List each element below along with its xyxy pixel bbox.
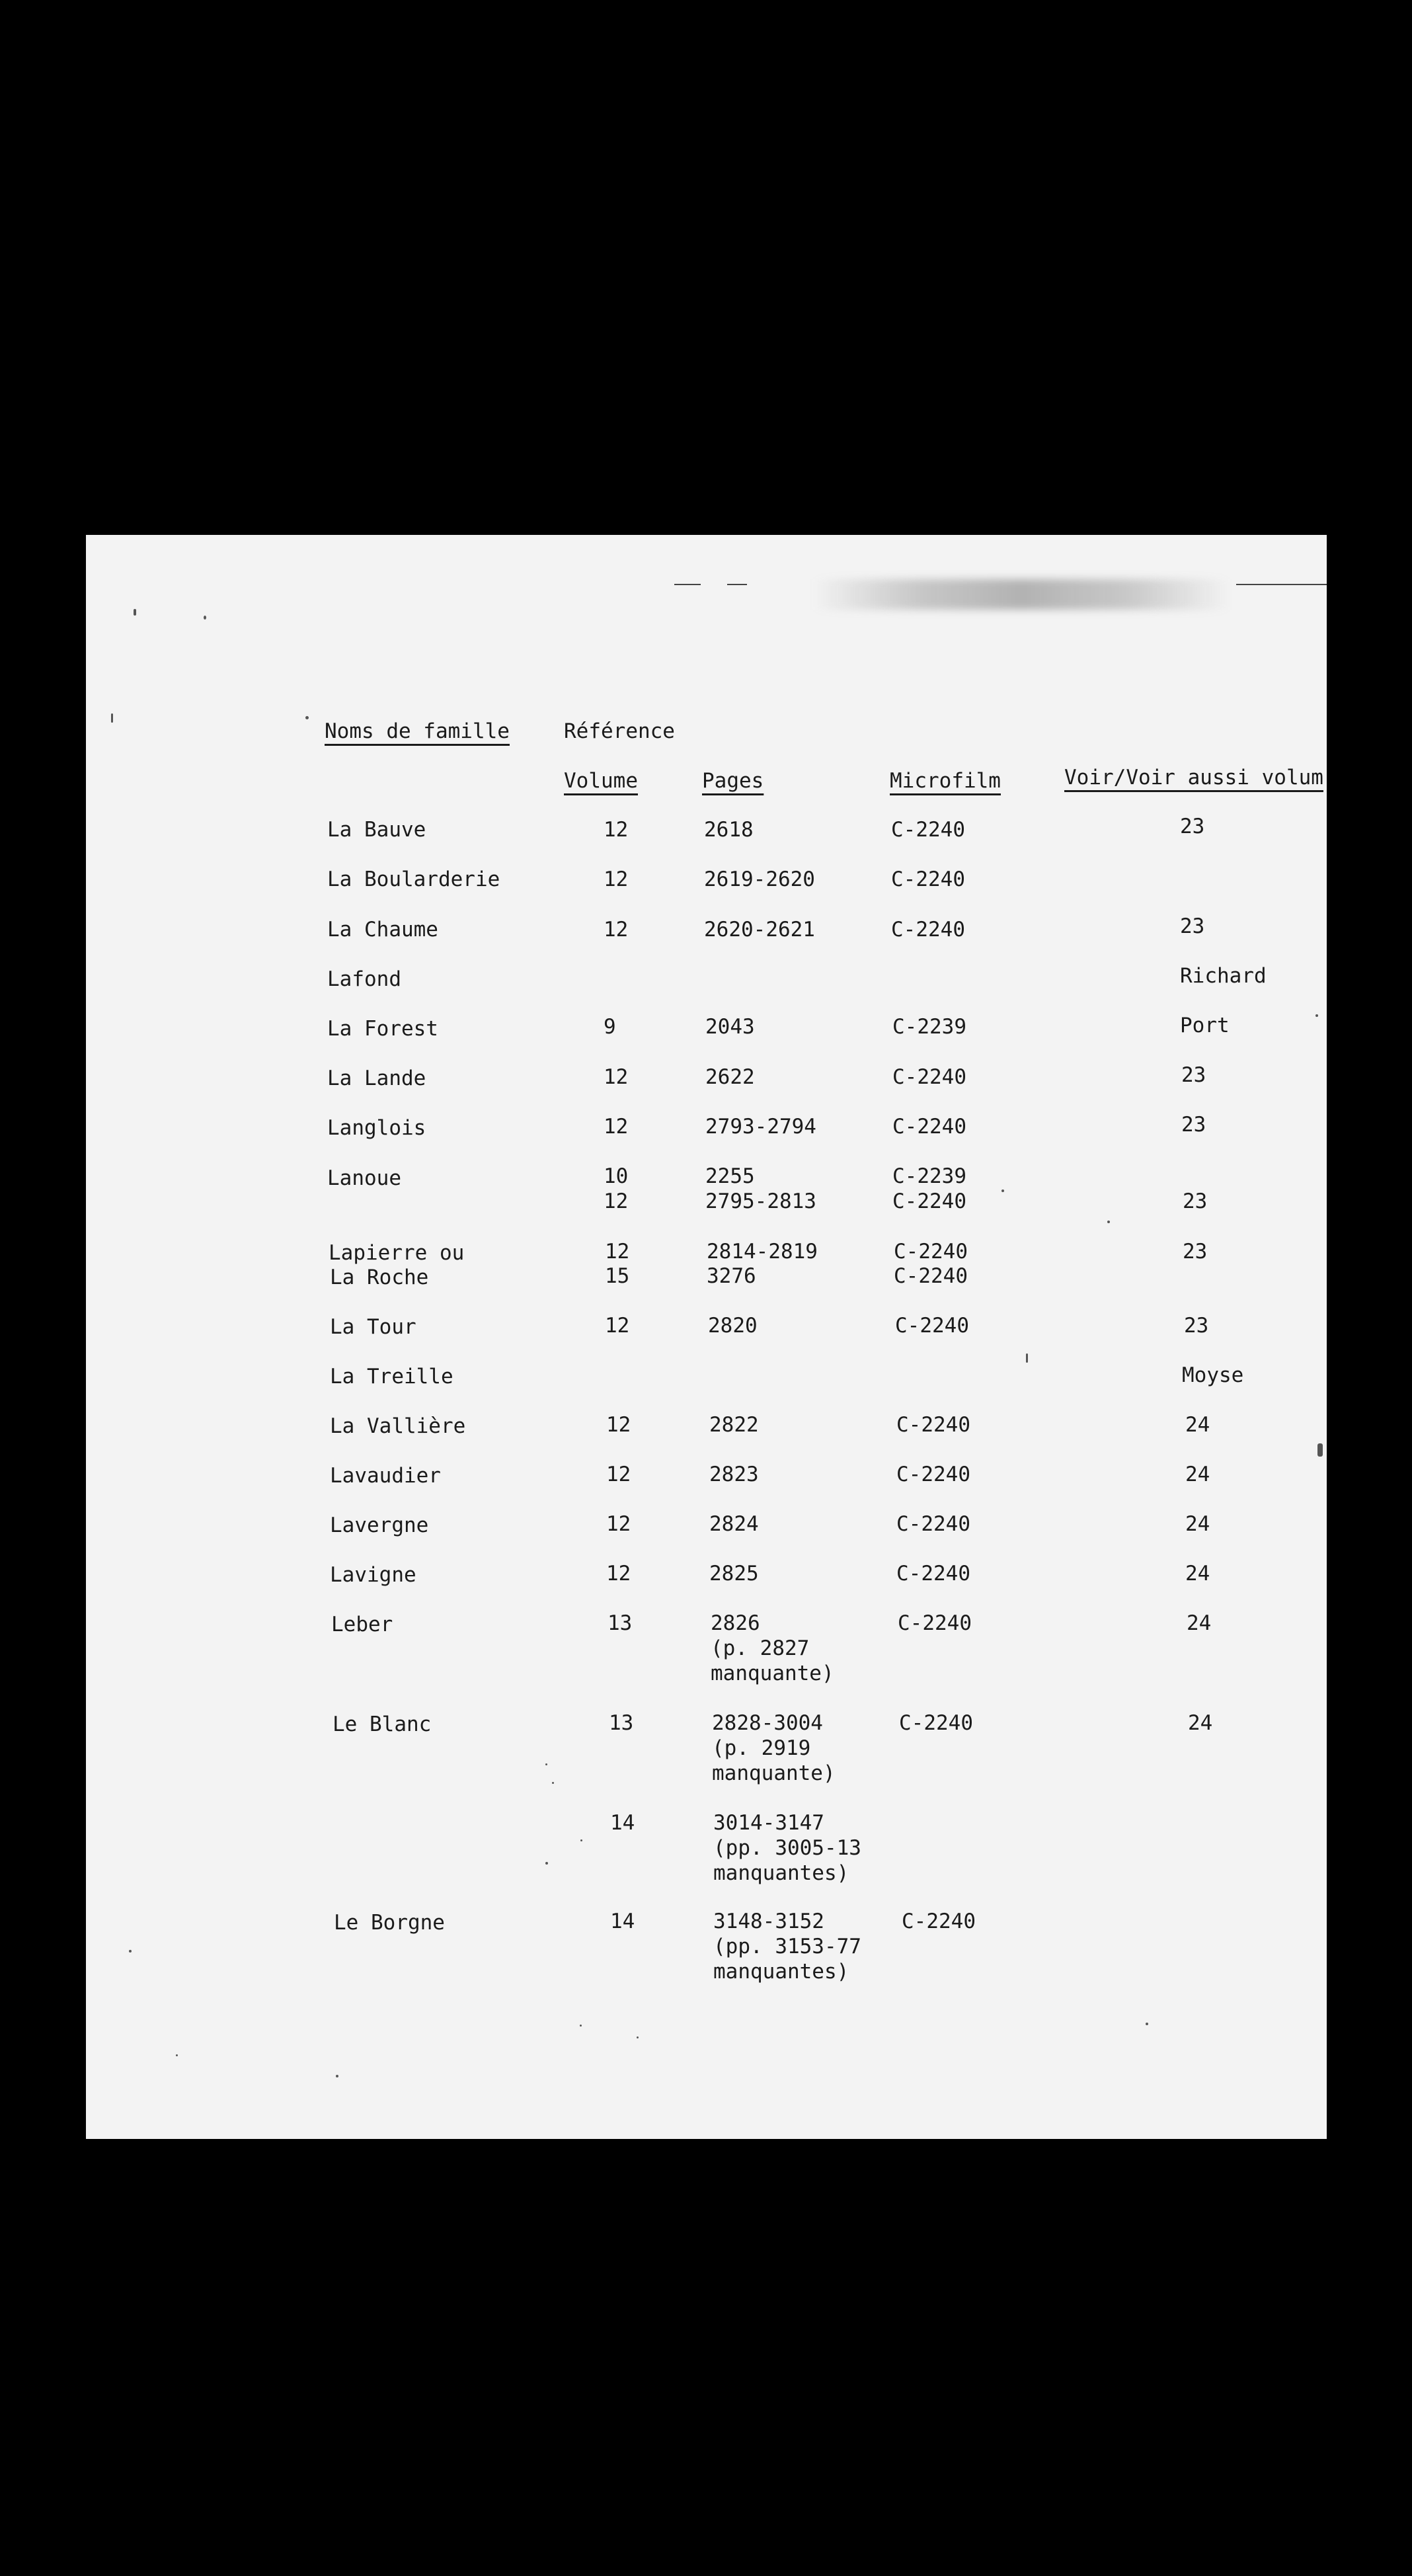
row-see-also: 23 <box>1180 914 1205 938</box>
row-see-also: Moyse <box>1182 1363 1244 1387</box>
row-name: Le Borgne <box>334 1911 445 1935</box>
row-volume: 12 <box>605 1240 630 1264</box>
row-volume: 14 <box>610 1811 635 1835</box>
scan-speck <box>129 1950 132 1952</box>
header-dash <box>674 584 701 585</box>
header-dash <box>727 584 747 585</box>
row-name: Lapierre ou <box>329 1241 465 1265</box>
row-see-also: 24 <box>1187 1611 1212 1635</box>
row-volume: 15 <box>605 1264 630 1288</box>
row-name: Lafond <box>327 967 401 991</box>
scan-speck <box>1317 1443 1323 1457</box>
row-see-also: 23 <box>1181 1063 1206 1087</box>
row-see-also: 24 <box>1185 1413 1210 1437</box>
scan-speck <box>134 609 136 616</box>
row-volume: 12 <box>606 1512 631 1536</box>
scan-speck <box>1315 1014 1318 1017</box>
row-volume: 13 <box>609 1711 634 1735</box>
row-volume: 14 <box>610 1910 635 1933</box>
scan-speck <box>204 616 206 620</box>
scan-speck <box>580 2025 582 2027</box>
row-see-also: 24 <box>1185 1463 1210 1486</box>
header-dash <box>1236 584 1327 585</box>
row-volume: 9 <box>604 1015 616 1039</box>
row-name: Lavergne <box>330 1513 429 1537</box>
header-see-also: Voir/Voir aussi volum <box>1064 766 1323 789</box>
row-volume: 12 <box>604 1115 629 1139</box>
row-see-also: 23 <box>1183 1240 1208 1264</box>
row-microfilm: C-2240 <box>891 867 965 891</box>
row-pages: 2255 <box>705 1164 755 1188</box>
row-pages: 2822 <box>709 1413 759 1437</box>
row-name: La Bauve <box>327 818 426 842</box>
row-see-also: 23 <box>1184 1314 1209 1338</box>
row-microfilm: C-2240 <box>892 1189 966 1213</box>
row-pages: 2814-2819 <box>707 1240 818 1264</box>
scan-speck <box>111 713 113 723</box>
row-microfilm: C-2240 <box>899 1711 973 1735</box>
row-pages: 3276 <box>707 1264 756 1288</box>
row-pages: 2622 <box>705 1065 755 1089</box>
row-volume: 12 <box>606 1562 631 1586</box>
document-page <box>86 535 1327 2139</box>
row-pages: 2618 <box>704 818 754 842</box>
row-see-also: 23 <box>1181 1113 1206 1137</box>
row-name: Lanoue <box>327 1166 401 1190</box>
row-pages: 3148-3152 (pp. 3153-77 manquantes) <box>713 1910 861 1984</box>
row-name: Langlois <box>327 1116 426 1140</box>
row-microfilm: C-2240 <box>898 1611 972 1635</box>
header-pages: Pages <box>702 769 764 793</box>
row-microfilm: C-2239 <box>892 1164 966 1188</box>
row-pages: 2825 <box>709 1562 759 1586</box>
row-name: La Forest <box>327 1017 438 1041</box>
row-pages: 2619-2620 <box>704 867 815 891</box>
header-smudge <box>813 579 1230 610</box>
scan-speck <box>305 716 309 719</box>
row-name: La Boularderie <box>327 867 500 891</box>
row-microfilm: C-2239 <box>892 1015 966 1039</box>
row-volume: 13 <box>608 1611 633 1635</box>
scan-speck <box>545 1862 548 1865</box>
row-volume: 12 <box>606 1413 631 1437</box>
row-microfilm: C-2240 <box>902 1910 976 1933</box>
row-name: La Tour <box>330 1315 416 1339</box>
row-pages: 2823 <box>709 1463 759 1486</box>
row-volume: 12 <box>606 1463 631 1486</box>
row-volume: 12 <box>604 818 629 842</box>
header-family-names: Noms de famille <box>325 719 510 743</box>
row-name: La Treille <box>330 1365 453 1389</box>
row-pages: 2620-2621 <box>704 918 815 942</box>
scan-speck <box>1146 2023 1148 2025</box>
row-microfilm: C-2240 <box>892 1115 966 1139</box>
row-pages: 3014-3147 (pp. 3005-13 manquantes) <box>713 1811 861 1885</box>
row-microfilm: C-2240 <box>891 818 965 842</box>
scan-speck <box>176 2054 178 2056</box>
row-microfilm: C-2240 <box>896 1562 970 1586</box>
scan-speck <box>336 2075 338 2077</box>
scan-speck <box>580 1839 582 1841</box>
row-volume: 10 <box>604 1164 629 1188</box>
row-pages: 2795-2813 <box>705 1189 816 1213</box>
row-microfilm: C-2240 <box>896 1413 970 1437</box>
row-volume: 12 <box>604 1189 629 1213</box>
row-volume: 12 <box>604 867 629 891</box>
row-name: La Roche <box>330 1266 429 1289</box>
row-see-also: 23 <box>1183 1189 1208 1213</box>
row-microfilm: C-2240 <box>892 1065 966 1089</box>
row-name: Le Blanc <box>333 1712 432 1736</box>
scan-speck <box>1001 1189 1004 1192</box>
scan-speck <box>1026 1353 1028 1363</box>
row-see-also: 24 <box>1185 1512 1210 1536</box>
row-name: La Chaume <box>327 918 438 942</box>
row-name: Lavaudier <box>330 1464 441 1488</box>
row-name: Leber <box>331 1613 393 1636</box>
row-name: La Lande <box>327 1067 426 1090</box>
row-microfilm: C-2240 <box>894 1240 968 1264</box>
header-reference: Référence <box>564 719 675 743</box>
scan-speck <box>552 1782 554 1784</box>
scan-speck <box>637 2036 639 2038</box>
row-pages: 2826 (p. 2827 manquante) <box>711 1611 834 1685</box>
row-pages: 2824 <box>709 1512 759 1536</box>
row-volume: 12 <box>604 1065 629 1089</box>
row-microfilm: C-2240 <box>891 918 965 942</box>
row-see-also: 24 <box>1185 1562 1210 1586</box>
scan-speck <box>1107 1221 1110 1223</box>
row-see-also: Richard <box>1180 964 1267 988</box>
row-microfilm: C-2240 <box>896 1463 970 1486</box>
row-see-also: 24 <box>1188 1711 1213 1735</box>
row-pages: 2793-2794 <box>705 1115 816 1139</box>
row-microfilm: C-2240 <box>894 1264 968 1288</box>
scan-speck <box>545 1763 547 1765</box>
row-microfilm: C-2240 <box>895 1314 969 1338</box>
row-microfilm: C-2240 <box>896 1512 970 1536</box>
row-see-also: Port <box>1180 1014 1230 1037</box>
header-microfilm: Microfilm <box>890 769 1001 793</box>
row-see-also: 23 <box>1180 815 1205 838</box>
header-volume: Volume <box>564 769 638 793</box>
row-pages: 2043 <box>705 1015 755 1039</box>
row-pages: 2820 <box>708 1314 758 1338</box>
row-pages: 2828-3004 (p. 2919 manquante) <box>712 1711 836 1785</box>
row-volume: 12 <box>604 918 629 942</box>
row-name: Lavigne <box>330 1563 416 1587</box>
row-volume: 12 <box>605 1314 630 1338</box>
row-name: La Vallière <box>330 1414 466 1438</box>
